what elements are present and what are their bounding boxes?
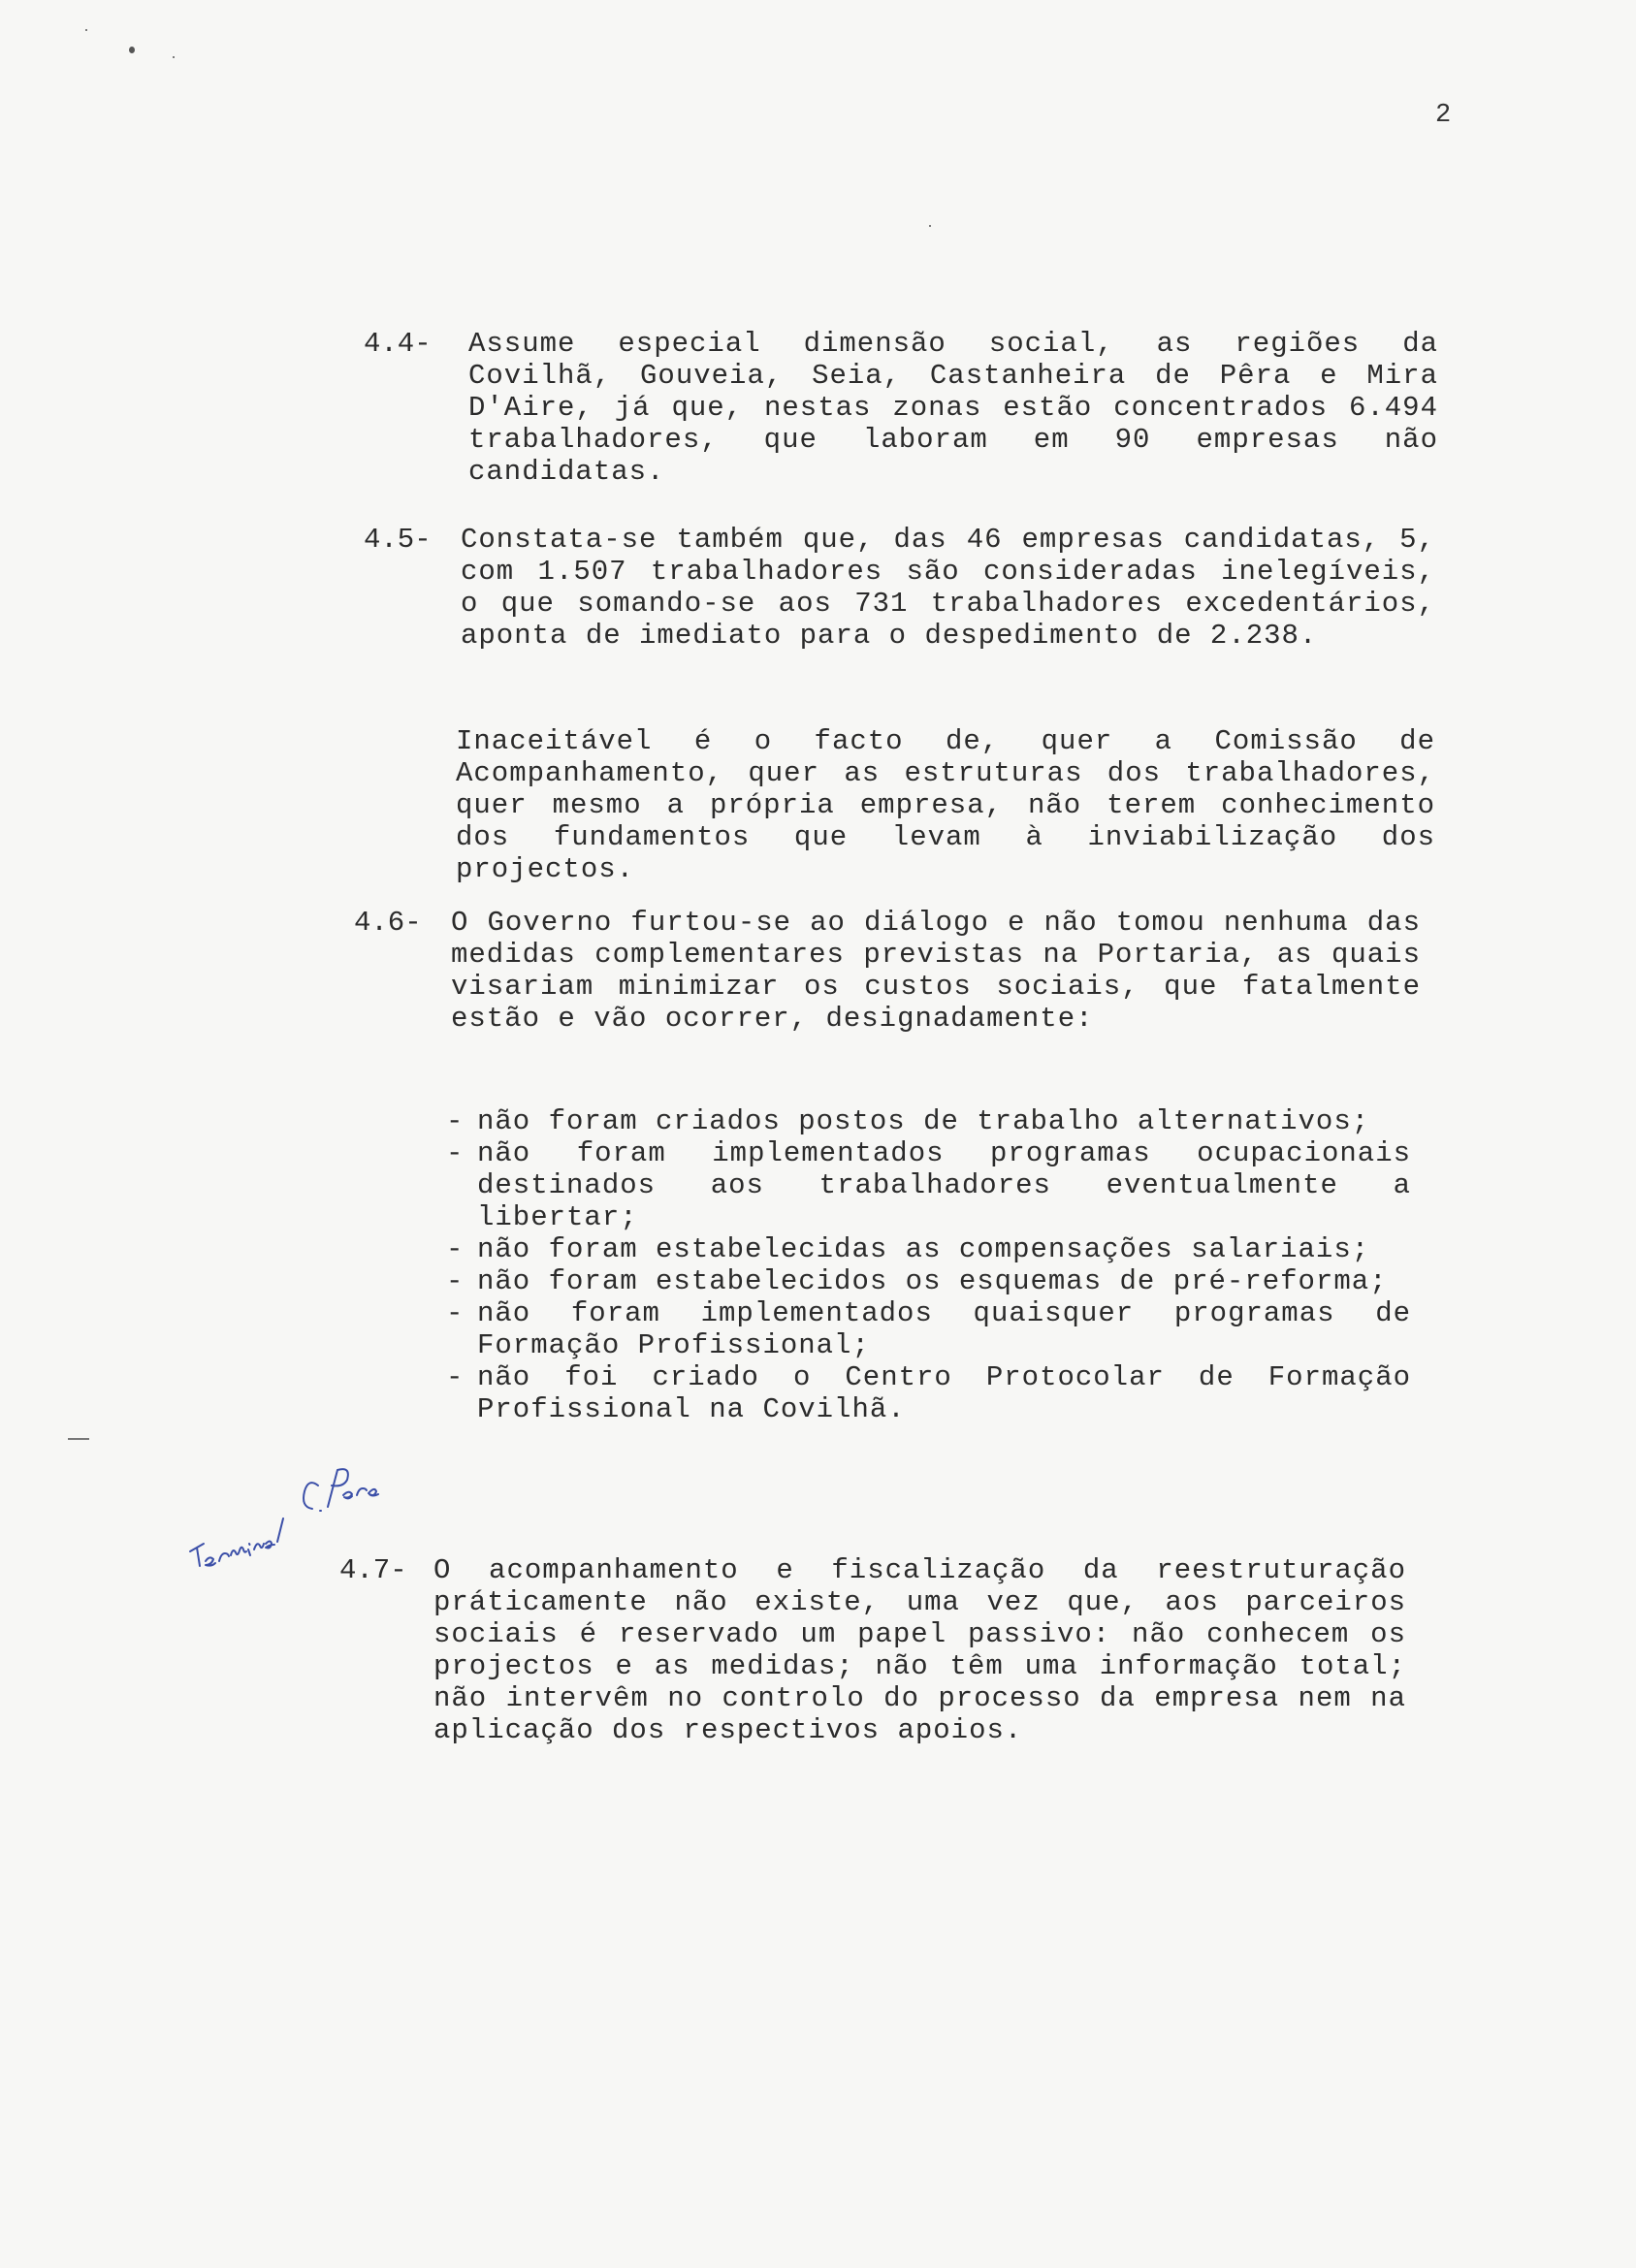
list-item-text: não foram estabelecidos os esquemas de pré-reforma; bbox=[477, 1265, 1388, 1297]
section-paragraph-continued: Inaceitável é o facto de, quer a Comissão de Acompanhamento, quer as estruturas dos trabalhadores, quer mesmo a própria empresa, não terem conhecimento dos fundamentos que levam à inviabilização dos projectos. bbox=[456, 725, 1435, 885]
list-item bbox=[446, 1297, 1411, 1361]
scan-speck bbox=[129, 47, 135, 53]
list-item bbox=[446, 1233, 1411, 1265]
list-item-text: não foram implementados programas ocupacionais destinados aos trabalhadores eventualmente a libertar; bbox=[477, 1137, 1411, 1233]
dash-marker: - bbox=[446, 1265, 465, 1297]
section-paragraph: O acompanhamento e fiscalização da reestruturação práticamente não existe, uma vez que, aos parceiros sociais é reservado um papel passivo: não conhecem os projectos e as medidas; não têm uma informação total; não intervêm no controlo do processo da empresa nem na aplicação dos respectivos apoios. bbox=[433, 1554, 1406, 1746]
dash-marker: - bbox=[446, 1105, 465, 1137]
dash-marker: - bbox=[446, 1361, 465, 1393]
list-item-text: não foram criados postos de trabalho alternativos; bbox=[477, 1105, 1370, 1137]
measures-list bbox=[446, 1105, 1411, 1425]
section-number: 4.4- bbox=[364, 328, 432, 360]
scan-speck bbox=[173, 56, 175, 58]
list-item bbox=[446, 1105, 1411, 1137]
list-item-text: não foram implementados quaisquer programas de Formação Profissional; bbox=[477, 1297, 1411, 1361]
list-item bbox=[446, 1137, 1411, 1233]
page-number: 2 bbox=[1435, 101, 1452, 130]
section-number: 4.7- bbox=[339, 1554, 407, 1586]
list-item bbox=[446, 1265, 1411, 1297]
section-number: 4.6- bbox=[354, 907, 422, 939]
section-paragraph: Constata-se também que, das 46 empresas candidatas, 5, com 1.507 trabalhadores são consideradas inelegíveis, o que somando-se aos 731 trabalhadores excedentários, aponta de imediato para o despedimento de 2.238. bbox=[461, 524, 1435, 652]
dash-marker: - bbox=[446, 1297, 465, 1329]
section-paragraph: O Governo furtou-se ao diálogo e não tomou nenhuma das medidas complementares previstas na Portaria, as quais visariam minimizar os custos sociais, que fatalmente estão e vão ocorrer, designadamente: bbox=[451, 907, 1421, 1035]
dash-marker: - bbox=[446, 1233, 465, 1265]
scan-speck bbox=[85, 29, 87, 31]
section-paragraph: Assume especial dimensão social, as regiões da Covilhã, Gouveia, Seia, Castanheira de Pêra e Mira D'Aire, já que, nestas zonas estão concentrados 6.494 trabalhadores, que laboram em 90 empresas não candidatas. bbox=[468, 328, 1438, 488]
list-item-text: não foram estabelecidas as compensações salariais; bbox=[477, 1233, 1370, 1265]
list-item-text: não foi criado o Centro Protocolar de Formação Profissional na Covilhã. bbox=[477, 1361, 1411, 1425]
scan-speck bbox=[929, 225, 931, 227]
list-item bbox=[446, 1361, 1411, 1425]
handwritten-note-icon bbox=[182, 1435, 396, 1581]
dash-marker: - bbox=[446, 1137, 465, 1169]
section-number: 4.5- bbox=[364, 524, 432, 556]
scan-edge-mark bbox=[68, 1438, 89, 1440]
